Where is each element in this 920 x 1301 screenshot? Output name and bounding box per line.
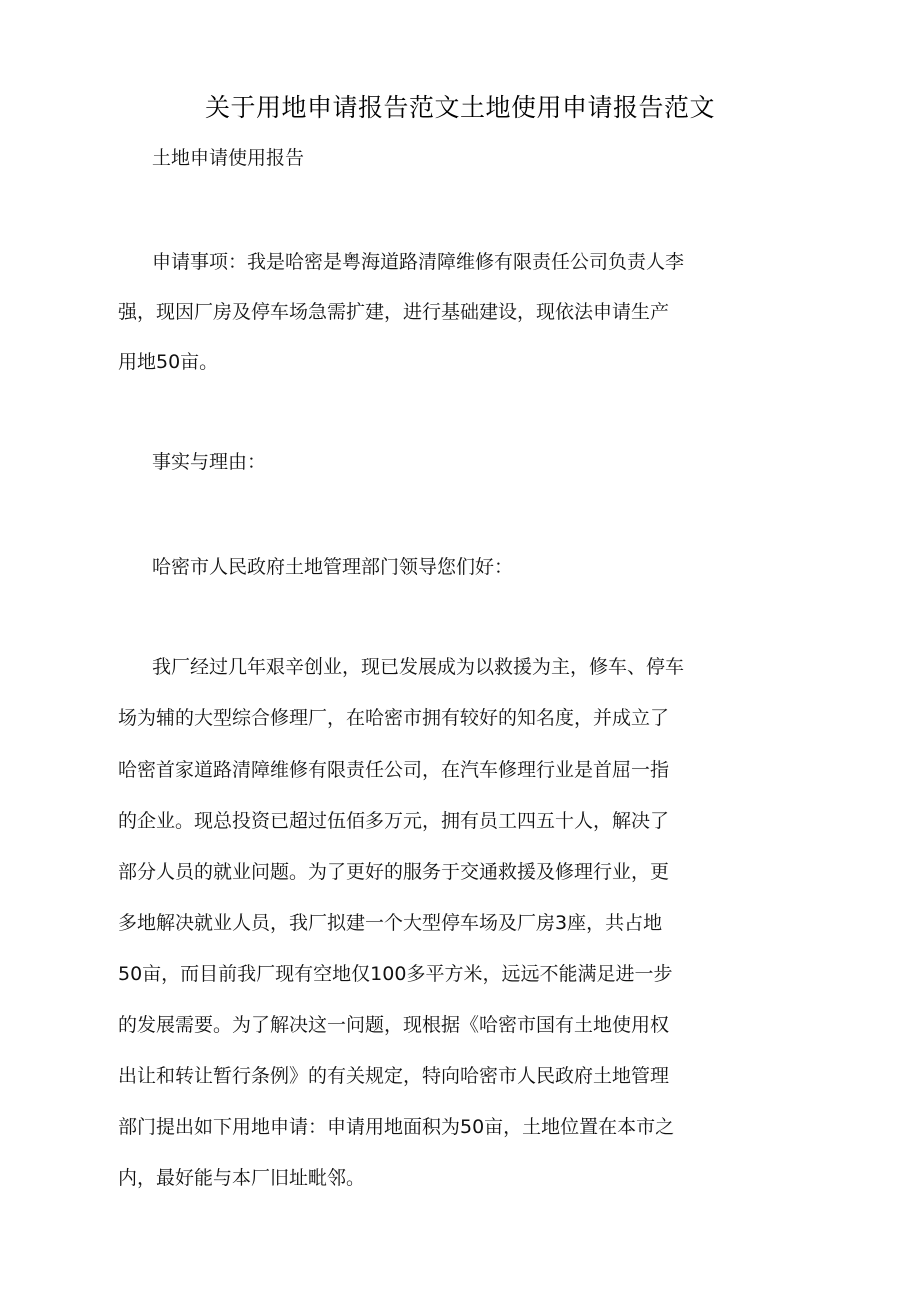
- paragraph-line: 我厂经过几年艰辛创业，现已发展成为以救援为主，修车、停车: [152, 656, 685, 678]
- document-title: 关于用地申请报告范文土地使用申请报告范文: [204, 93, 715, 122]
- paragraph-line: 多地解决就业人员，我厂拟建一个大型停车场及厂房3座，共占地: [118, 912, 663, 934]
- paragraph-line: 出让和转让暂行条例》的有关规定，特向哈密市人民政府土地管理: [118, 1065, 670, 1087]
- paragraph-line: 申请事项：我是哈密是粤海道路清障维修有限责任公司负责人李: [152, 251, 685, 273]
- paragraph-line: 部门提出如下用地申请：申请用地面积为50亩，土地位置在本市之: [118, 1116, 675, 1138]
- paragraph-line: 的企业。现总投资已超过伍佰多万元，拥有员工四五十人，解决了: [118, 810, 670, 832]
- facts-heading: 事实与理由：: [152, 451, 267, 473]
- paragraph-line: 50亩，而目前我厂现有空地仅100多平方米，远远不能满足进一步: [118, 963, 673, 985]
- paragraph-line: 部分人员的就业问题。为了更好的服务于交通救援及修理行业，更: [118, 861, 670, 883]
- paragraph-line: 内，最好能与本厂旧址毗邻。: [118, 1167, 366, 1189]
- paragraph-line: 强，现因厂房及停车场急需扩建，进行基础建设，现依法申请生产: [118, 301, 670, 323]
- salutation: 哈密市人民政府土地管理部门领导您们好：: [152, 556, 514, 578]
- paragraph-line: 用地50亩。: [118, 351, 219, 373]
- paragraph-line: 的发展需要。为了解决这一问题，现根据《哈密市国有土地使用权: [118, 1014, 670, 1036]
- paragraph-line: 哈密首家道路清障维修有限责任公司，在汽车修理行业是首屈一指: [118, 759, 670, 781]
- document-subtitle: 土地申请使用报告: [152, 147, 305, 169]
- paragraph-line: 场为辅的大型综合修理厂，在哈密市拥有较好的知名度，并成立了: [118, 707, 670, 729]
